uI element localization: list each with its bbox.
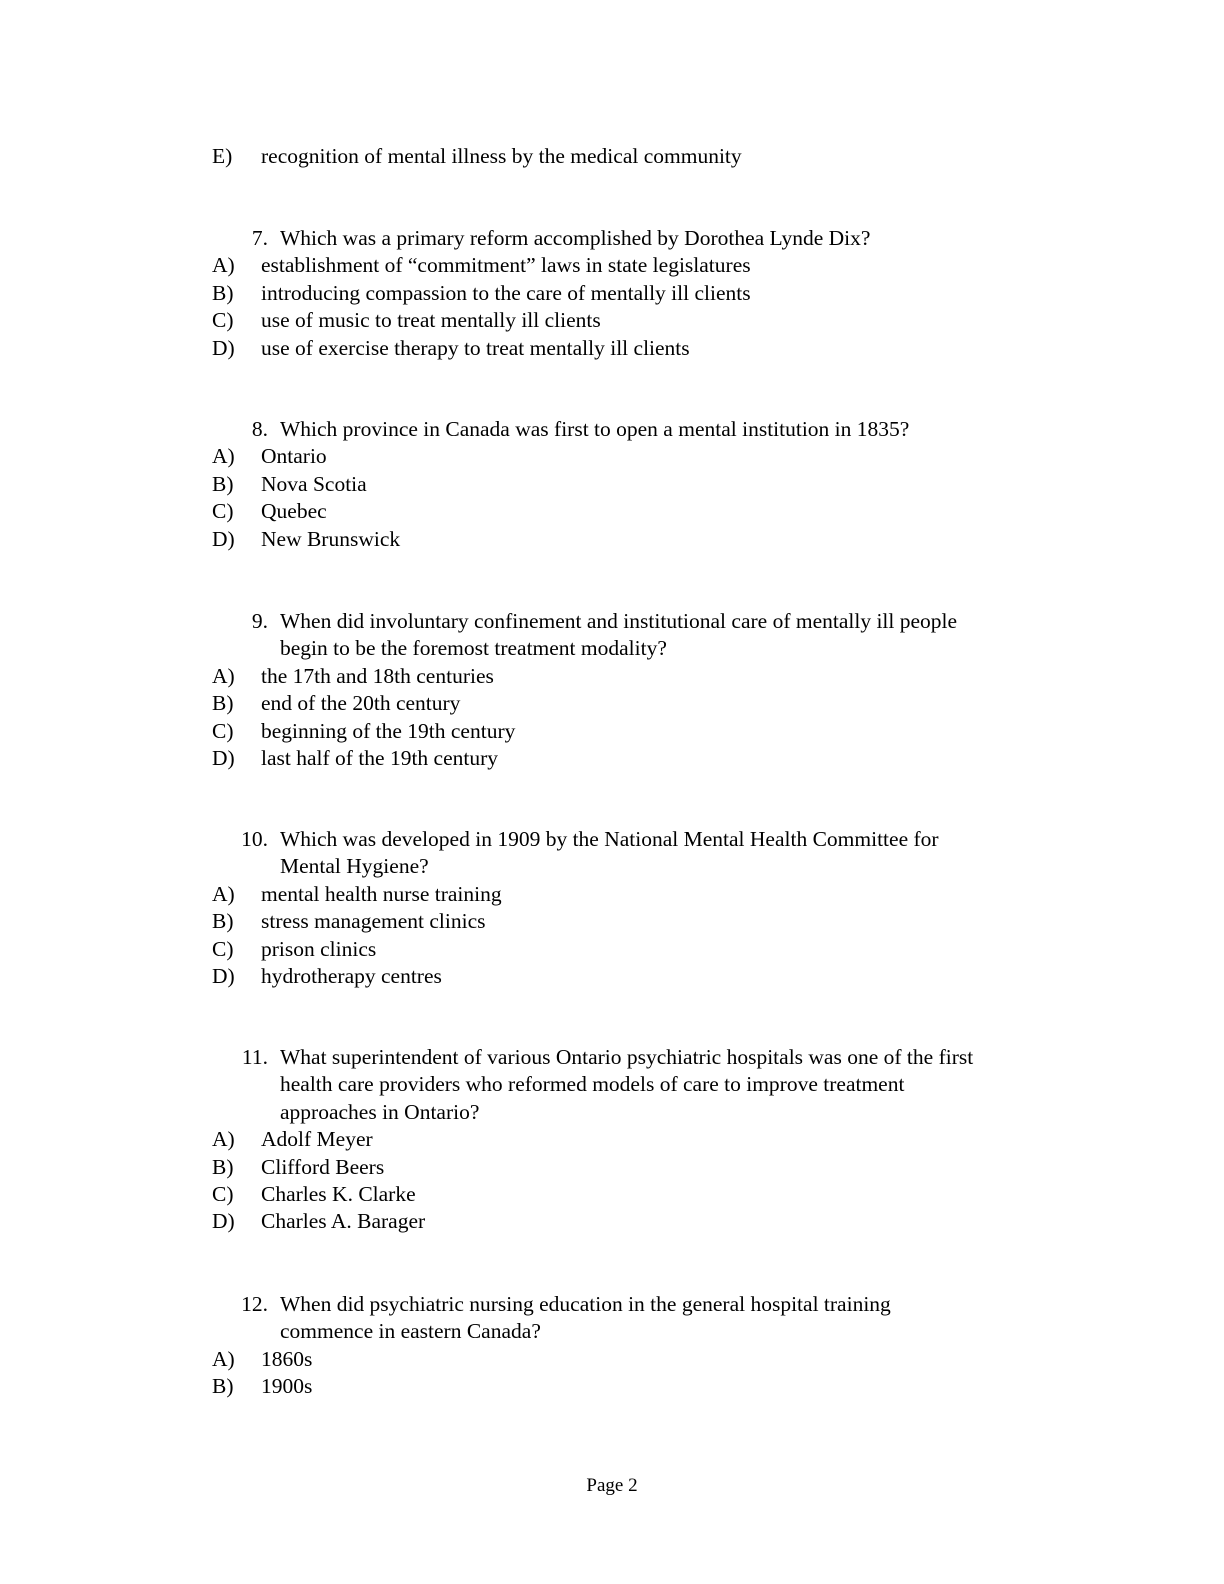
option-row <box>212 1126 1072 1153</box>
option-text: introducing compassion to the care of mentally ill clients <box>261 280 751 305</box>
option-row <box>212 526 1072 553</box>
question-number: 12. <box>241 1292 268 1316</box>
option-row <box>212 663 1072 690</box>
question-text: health care providers who reformed models of care to improve treatment <box>280 1072 905 1097</box>
question-11 <box>212 1044 1072 1236</box>
option-text: prison clinics <box>261 936 377 961</box>
option-letter: C) <box>212 308 234 333</box>
option-row <box>212 498 1072 525</box>
option-row <box>212 1181 1072 1208</box>
question-text: approaches in Ontario? <box>280 1099 480 1124</box>
question-text: When did psychiatric nursing education in the general hospital training <box>280 1292 891 1316</box>
question-line <box>212 1099 1072 1126</box>
option-text: establishment of “commitment” laws in state legislatures <box>261 253 751 278</box>
question-text: Mental Hygiene? <box>280 854 429 879</box>
option-letter: A) <box>212 1346 235 1371</box>
question-7 <box>212 225 1072 362</box>
option-text: recognition of mental illness by the medical community <box>261 144 742 168</box>
option-row <box>212 443 1072 470</box>
question-line <box>212 1071 1072 1098</box>
question-line <box>212 608 1072 635</box>
option-letter: B) <box>212 471 234 496</box>
option-letter: C) <box>212 936 234 961</box>
option-letter: D) <box>212 526 235 551</box>
option-row <box>212 143 1072 170</box>
option-text: the 17th and 18th centuries <box>261 663 494 688</box>
option-text: Charles A. Barager <box>261 1209 426 1234</box>
prev-question-option <box>212 143 1072 170</box>
option-text: Clifford Beers <box>261 1154 385 1179</box>
option-letter: A) <box>212 881 235 906</box>
option-row <box>212 1208 1072 1235</box>
option-text: Quebec <box>261 499 327 524</box>
option-text: stress management clinics <box>261 909 486 934</box>
question-9 <box>212 608 1072 772</box>
question-line <box>212 1044 1072 1071</box>
option-letter: B) <box>212 691 234 716</box>
option-text: beginning of the 19th century <box>261 718 516 743</box>
question-12 <box>212 1291 1072 1401</box>
question-number: 8. <box>251 417 268 441</box>
option-text: last half of the 19th century <box>261 745 499 770</box>
option-text: Ontario <box>261 444 327 469</box>
question-text: commence in eastern Canada? <box>280 1319 541 1344</box>
option-text: Charles K. Clarke <box>261 1181 416 1206</box>
option-row <box>212 335 1072 362</box>
question-line <box>212 416 1072 443</box>
option-letter: D) <box>212 335 235 360</box>
option-text: Nova Scotia <box>261 471 367 496</box>
question-line <box>212 853 1072 880</box>
question-text: Which province in Canada was first to open a mental institution in 1835? <box>280 417 910 441</box>
question-text: What superintendent of various Ontario psychiatric hospitals was one of the first <box>280 1045 974 1069</box>
question-line <box>212 826 1072 853</box>
option-row <box>212 745 1072 772</box>
question-number: 10. <box>241 827 268 851</box>
option-letter: D) <box>212 1209 235 1234</box>
option-letter: C) <box>212 1181 234 1206</box>
question-line <box>212 225 1072 252</box>
question-number: 11. <box>241 1045 268 1069</box>
question-8 <box>212 416 1072 553</box>
question-text: Which was a primary reform accomplished by Dorothea Lynde Dix? <box>280 226 871 250</box>
option-text: Adolf Meyer <box>261 1127 373 1152</box>
option-row <box>212 252 1072 279</box>
option-letter: A) <box>212 444 235 469</box>
option-row <box>212 280 1072 307</box>
option-letter: B) <box>212 280 234 305</box>
page-number: Page 2 <box>586 1475 638 1496</box>
option-row <box>212 307 1072 334</box>
question-text: begin to be the foremost treatment modality? <box>280 636 667 661</box>
option-letter: B) <box>212 1374 234 1399</box>
option-text: 1900s <box>261 1374 313 1399</box>
option-row <box>212 936 1072 963</box>
option-letter: B) <box>212 1154 234 1179</box>
option-row <box>212 1154 1072 1181</box>
option-text: mental health nurse training <box>261 881 502 906</box>
question-text: When did involuntary confinement and institutional care of mentally ill people <box>280 609 958 633</box>
option-text: use of music to treat mentally ill clients <box>261 308 601 333</box>
option-text: end of the 20th century <box>261 691 461 716</box>
option-row <box>212 1373 1072 1400</box>
option-row <box>212 471 1072 498</box>
option-text: use of exercise therapy to treat mentally ill clients <box>261 335 690 360</box>
question-line <box>212 1318 1072 1345</box>
question-10 <box>212 826 1072 990</box>
option-letter: D) <box>212 745 235 770</box>
option-text: hydrotherapy centres <box>261 963 442 988</box>
option-letter: B) <box>212 909 234 934</box>
option-letter: C) <box>212 499 234 524</box>
option-row <box>212 690 1072 717</box>
option-letter: E) <box>212 144 233 168</box>
option-row <box>212 963 1072 990</box>
question-text: Which was developed in 1909 by the National Mental Health Committee for <box>280 827 939 851</box>
question-line <box>212 1291 1072 1318</box>
option-text: 1860s <box>261 1346 313 1371</box>
option-text: New Brunswick <box>261 526 401 551</box>
question-line <box>212 635 1072 662</box>
option-row <box>212 718 1072 745</box>
option-letter: D) <box>212 963 235 988</box>
question-number: 7. <box>251 226 268 250</box>
option-row <box>212 881 1072 908</box>
option-letter: C) <box>212 718 234 743</box>
option-row <box>212 1346 1072 1373</box>
option-letter: A) <box>212 663 235 688</box>
option-row <box>212 908 1072 935</box>
option-letter: A) <box>212 1127 235 1152</box>
option-letter: A) <box>212 253 235 278</box>
question-number: 9. <box>251 609 268 633</box>
